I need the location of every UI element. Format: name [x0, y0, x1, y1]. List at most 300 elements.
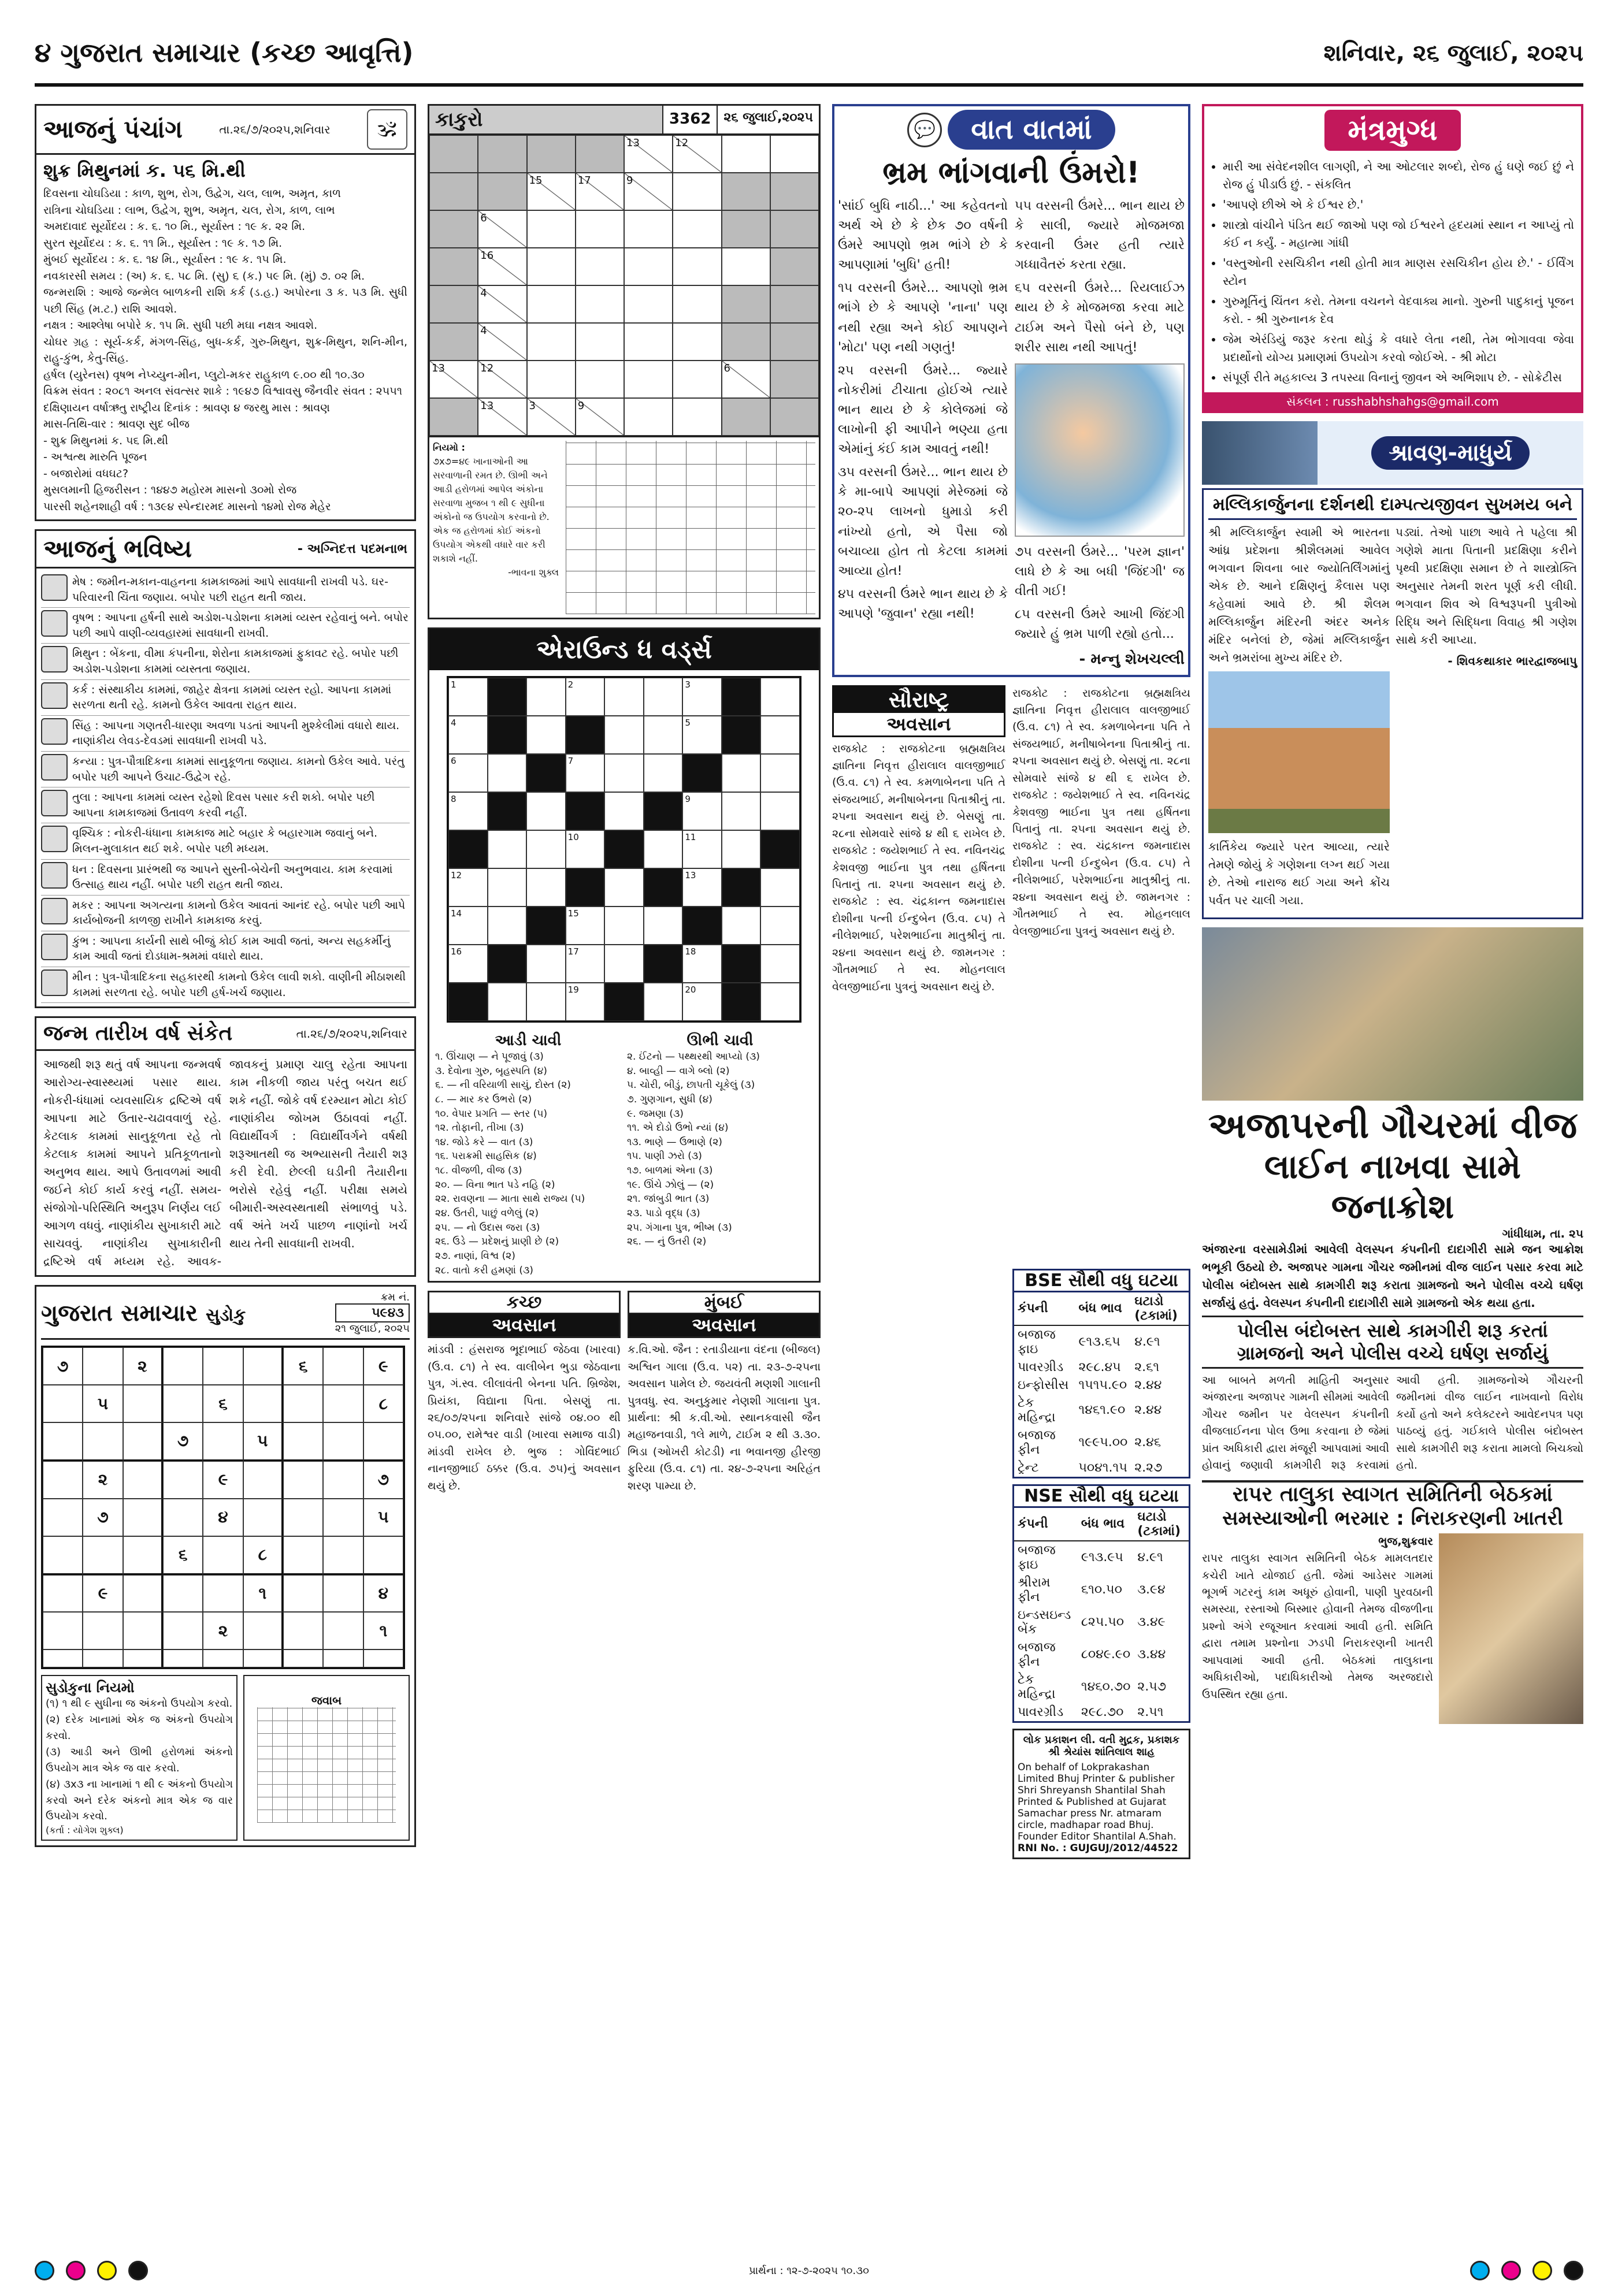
crossword-cell: 9	[682, 792, 722, 830]
panchang-line: દક્ષિણાયન વર્ષાઋતુ રાષ્ટ્રીય દિનાંક : શ્રાવણ ૪ જરથુ માસ : શ્રાવણ	[43, 401, 330, 414]
sudoku-cell: ૬	[283, 1347, 323, 1385]
bhavishya-author: - અગ્નિદત્ત પદમનાભ	[297, 541, 407, 556]
imprint-gu: લોક પ્રકાશન લી. વતી મુદ્રક, પ્રકાશક શ્રી શ્રેયાંસ શાંતિલાલ શાહ	[1023, 1733, 1180, 1758]
kakuro-cell	[527, 361, 576, 398]
nse-row	[1014, 1671, 1189, 1703]
across-clue: ૨૪. ઉતરી, પાછું વળેલું (૨)	[435, 1208, 539, 1220]
saurashtra-cont: રાજકોટ : રાજકોટના બ્રહ્મક્ષત્રિય જ્ઞાતિના નિવૃત્ત હીરાલાલ વાલજીભાઈ (ઉ.વ. ૮૧) તે સ્વ. કમળાબેનના પતિ તે સંજયભાઈ, મનીષાબેનના પિતાશ્રીનું તા. ૨૫ના અવસાન થયું છે. બેસણું તા. ૨૮ના સોમવારે સાંજે ૪ થી ૬ રાખેલ છે. રાજકોટ : જયેશભાઈ તે સ્વ. નવિનચંદ્ર કેશવજી ભાઈના પુત્ર તથા હર્ષિતના પિતાનું તા. ૨૫ના અવસાન થયું છે. રાજકોટ : સ્વ. ચંદ્રકાન્ત જમનાદાસ દોશીના પત્ની ઈન્દુબેન (ઉ.વ. ૮૫) તે નીલેશભાઈ, પરેશભાઈના માતુશ્રીનું તા. ૨૪ના અવસાન થયું છે. જામનગર : ગૌતમભાઈ તે સ્વ. મોહનલાલ વેલજીભાઈના પુત્રનું અવસાન થયું છે.	[1012, 686, 1190, 938]
panchang-line: પારસી શહેનશાહી વર્ષ : ૧૩૯૪ સ્પેન્દારમદ માસનો ૧૪મો રોજ મેહેર	[43, 500, 331, 513]
sudoku-cell	[123, 1649, 163, 1667]
crossword-cell: 15	[566, 906, 605, 945]
vaatvaat-title: વાત વાતમાં	[948, 110, 1115, 150]
sudoku-cell	[163, 1461, 203, 1499]
crossword-cell	[644, 678, 683, 716]
crossword-cell	[488, 983, 527, 1021]
vaat-para-8: ૮૫ વરસની ઉંમરે આખી જિંદગી જ્યારે હું ભ્રમ પાળી રહ્યો હતો...	[1015, 607, 1185, 642]
nse-title: NSE સૌથી વધુ ઘટયા	[1014, 1486, 1189, 1508]
sudoku-rule: (૧) ૧ થી ૯ સુધીના જ અંકનો ઉપયોગ કરવો.	[46, 1697, 233, 1710]
kakuro-cell: 13	[429, 361, 478, 398]
sudoku-cell	[43, 1536, 83, 1575]
sudoku-cell	[243, 1347, 283, 1385]
crossword-cell	[526, 983, 566, 1021]
sudoku-cell	[163, 1649, 203, 1667]
crossword-down-title: ઊભી ચાવી	[686, 1032, 754, 1049]
sudoku-cell	[83, 1612, 123, 1649]
page-header	[35, 23, 1583, 87]
crossword-cell	[604, 792, 644, 830]
crossword-cell	[682, 906, 722, 945]
crossword-cell	[604, 906, 644, 945]
sudoku-cell: ૮	[243, 1536, 283, 1575]
crossword-cell	[488, 754, 527, 792]
sudoku-cell	[163, 1575, 203, 1613]
crossword-cell: 18	[682, 945, 722, 983]
crossword-cell: 8	[448, 792, 488, 830]
bse-cell: ૨.૪૬	[1134, 1435, 1161, 1450]
shravan-text2: પડ્યાં. તેઓ પાછા આવે તે પહેલા શ્રી ગણેશે માતા પિતાની પ્રદક્ષિણા કરીને પૃથ્વી પ્રદક્ષિણા સમાન છે તે શાસ્ત્રોક્તિ અનુસાર તેમની શરત પૂર્ણ કરી લીધી. ભગવાન શિવ એ વિશ્વરૂપની પુત્રીઓ રિદ્ધિ અને સિદ્ધિના વિવાહ શ્રી ગણેશ સાથે કરી આપ્યા.	[1396, 525, 1577, 647]
mantra-item: • શાસ્ત્રો વાંચીને પંડિત થઈ જાઓ પણ જો ઈશ્વરને હૃદયમાં સ્થાન ન આપ્યું તો કંઈ ન કર્યું. - મહાત્મા ગાંધી	[1223, 216, 1574, 252]
kakuro-cell: 13	[624, 135, 673, 173]
birthday-text: આજથી શરૂ થતું વર્ષ આપના જન્મવર્ષ આરોગ્ય-સ્વાસ્થ્યમાં પસાર થાય. નોકરી-ધંધામાં વ્યવસાયિક દ્રષ્ટિએ વર્ષ આપના માટે ઉતાર-ચઢાવવાળું રહે. કેટલાક કામમાં સાનુકૂળતા રહે તો કેટલાક કામમાં આપને પ્રતિકૂળતાનો અનુભવ થાય. આપે ઉતાવળમાં આવી જઈને કોઈ કાર્ય કરવું નહીં. સમય-સંજોગો-પરિસ્થિતિ અનુરૂપ નિર્ણય લઈ આગળ વધવું. નાણાંકીય સુખાકારી માટે સાચવવું. નાણાંકીય સુખાકારીની દ્રષ્ટિએ વર્ષ મધ્યમ રહે. આવક-જાવકનું પ્રમાણ ચાલુ રહેતા આપના કામ નીકળી જાય પરંતુ બચત થઈ શકે નહીં. જોકે વર્ષ દરમ્યાન મોટા કોઈ નાણાંકીય જોખમ ઉઠાવવાં નહીં. વિદ્યાર્થીવર્ગ : વિદ્યાર્થીવર્ગને વર્ષથી શરૂઆતથી જ અભ્યાસની તૈયારી શરૂ કરી દેવી. છેલ્લી ઘડીની તૈયારીના ભરોસે રહેવું નહીં. પરીક્ષા સમયે બીમારી-અસ્વસ્થતાથી સંભાળવું પડે. વર્ષ અંતે ખર્ચ પાછળ નાણાંનો ખર્ચ થાય તેની સાવધાની રાખવી.	[43, 1057, 407, 1269]
kakuro-cell	[478, 173, 526, 210]
crossword-section	[428, 627, 821, 1283]
crossword-cell: 7	[566, 754, 605, 792]
sudoku-cell	[243, 1499, 283, 1536]
bse-cell: ૨.૪૪	[1134, 1377, 1162, 1392]
kakuro-cell	[624, 361, 673, 398]
sudoku-cell: ૭	[43, 1347, 83, 1385]
nse-cell: ઇન્ડસઇન્ડ બેંક	[1018, 1607, 1071, 1637]
horoscope-text: તુલા : આપના કામમાં વ્યસ્ત રહેશો દિવસ પસાર કરી શકો. બપોર પછી આપના કામકાજમાં ઉતાવળ કરવી નહીં.	[72, 791, 375, 819]
crossword-cell	[488, 945, 527, 983]
sudoku-cell	[243, 1385, 283, 1422]
nse-cell: ૨.૫૭	[1137, 1680, 1166, 1695]
sudoku-cell	[323, 1649, 363, 1667]
kakuro-cell	[673, 173, 721, 210]
shravan-text3: કાર્તિકેય જ્યારે પરત આવ્યા, ત્યારે તેમણે જોયું કે ગણેશના લગ્ન થઈ ગયા છે. તેઓ નારાજ થઈ ગયા અને ક્રોંચ પર્વત પર ચાલી ગયા.	[1208, 839, 1390, 907]
nse-cell: ૨૯૮.૭૦	[1081, 1704, 1124, 1719]
kakuro-cell	[770, 135, 819, 173]
crossword-cell	[644, 792, 683, 830]
vaat-para-5: ૫૫ વરસની ઉંમરે... ભાન થાય છે કે સાલી, જ્યારે મોજમજા કરવાની ઉંમર હતી ત્યારે ગધ્ધાવૈતરું કરતા રહ્યા.	[1015, 199, 1185, 273]
yellow-dot-icon	[97, 2261, 117, 2280]
horoscope-row	[41, 608, 410, 644]
shravan-article	[1202, 488, 1583, 919]
bhavishya-list	[36, 569, 414, 1006]
kakuro-grid	[429, 135, 819, 436]
nse-cell: બજાજ ફીન	[1018, 1640, 1056, 1669]
kakuro-cell	[770, 173, 819, 210]
crossword-cell	[644, 945, 683, 983]
bse-col-company: કંપની	[1014, 1292, 1075, 1325]
kutch-mumbai-row	[428, 1291, 821, 1495]
bse-cell: બજાજ ફાઇ	[1018, 1327, 1056, 1357]
sudoku-cell	[123, 1499, 163, 1536]
sudoku-cell: ૮	[363, 1385, 403, 1422]
across-clue: ૨૨. રાવણના — માતા સાથે રાજ્ય (૫)	[435, 1193, 585, 1205]
sudoku-cell	[83, 1347, 123, 1385]
panchang-line: રાત્રિના ચોઘડિયા : લાભ, ઉદ્વેગ, શુભ, અમૃત, ચલ, રોગ, કાળ, લાભ	[43, 203, 335, 217]
imprint-en1: On behalf of Lokprakashan Limited Bhuj Printer & publisher Shri Shreyansh Shantilal Shah Printed & Published at Gujarat Samachar press Nr. atmaram circle, madhapar road Bhuj.	[1018, 1761, 1175, 1831]
sudoku-cell	[243, 1461, 283, 1499]
bse-cell: ૧૪૬૧.૯૦	[1078, 1403, 1126, 1418]
kakuro-cell	[478, 135, 526, 173]
bse-row	[1014, 1459, 1189, 1477]
kakuro-rules: ૭x૭=૪૯ ખાનાઓની આ સરવાળાની રમત છે. ઊભી અને આડી હરોળમાં આપેલ અંકોના સરવાળા મુજબ ૧ થી ૯ સુધીના અંકોનો જ ઉપયોગ કરવાનો છે. એક જ હરોળમાં કોઈ અંકનો ઉપયોગ એકથી વધારે વાર કરી શકાશે નહીં.	[433, 456, 550, 564]
down-clue: ૧૭. બાળમાં એના (૩)	[627, 1165, 713, 1177]
kakuro-cell: 9	[576, 398, 624, 436]
rapar-headline1: રાપર તાલુકા સ્વાગત સમિતિની બેઠકમાં	[1232, 1482, 1553, 1506]
kakuro-cell: 12	[478, 361, 526, 398]
bse-cell: ટ્રેન્ટ	[1018, 1460, 1039, 1475]
kakuro-cell	[576, 248, 624, 285]
crossword-cell	[448, 983, 488, 1021]
imprint-rni: RNI No. : GUJGUJ/2012/44522	[1018, 1842, 1178, 1854]
zodiac-icon	[41, 574, 68, 601]
down-clue: ૧૯. ઊંચે ઝોલું — (૨)	[627, 1179, 714, 1191]
sudoku-rule: (૨) દરેક ખાનામાં એક જ અંકનો ઉપયોગ કરવો.	[46, 1714, 233, 1743]
birthday-section	[35, 1016, 416, 1277]
kakuro-cell	[770, 210, 819, 248]
sudoku-cell	[323, 1612, 363, 1649]
sudoku-rule: (૪) ૩x૩ ના ખાનામાં ૧ થી ૯ અંકનો ઉપયોગ કરવો અને દરેક અંકનો માત્ર એક જ વાર ઉપયોગ કરવો.	[46, 1778, 233, 1823]
birthday-date: તા.૨૬/૭/૨૦૨૫,શનિવાર	[296, 1027, 407, 1041]
kakuro-cell	[576, 285, 624, 323]
magenta-dot-icon	[66, 2261, 86, 2280]
sudoku-rules-title: સુડોકુના નિયમો	[46, 1680, 135, 1696]
sudoku-cell: ૧	[363, 1612, 403, 1649]
down-list	[627, 1050, 813, 1249]
vaat-para-6: ૬૫ વરસની ઉંમરે... રિયલાઈઝ થાય છે કે મોજમજા કરવા માટે ટાઈમ અને પૈસો બંને છે, પણ શરીર સાથ નથી આપતું!	[1015, 281, 1185, 355]
horoscope-row	[41, 572, 410, 608]
horoscope-row	[41, 967, 410, 1003]
horoscope-row	[41, 644, 410, 679]
crossword-cell: 16	[448, 945, 488, 983]
footer-text: પ્રાર્થના : ૧૨-૭-૨૦૨૫ ૧૦.૩૦	[749, 2264, 869, 2277]
bse-row	[1014, 1394, 1189, 1426]
bse-cell: ટેક મહિન્દ્રા	[1018, 1395, 1056, 1425]
down-clue: ૧૫. પાણી ઝરો (૩)	[627, 1150, 702, 1162]
crossword-cell	[644, 906, 683, 945]
bse-row	[1014, 1325, 1189, 1358]
kakuro-cell: 16	[478, 248, 526, 285]
imprint-en2: Founder Editor Shantilal A.Shah.	[1018, 1830, 1177, 1842]
crossword-cell	[722, 792, 761, 830]
ajapar-headline1: અજાપરની ગૌચરમાં વીજ	[1208, 1104, 1578, 1146]
sudoku-answer-grid	[257, 1707, 396, 1823]
sudoku-cell	[243, 1612, 283, 1649]
sudoku-cell	[283, 1649, 323, 1667]
horoscope-row	[41, 752, 410, 787]
zodiac-icon	[41, 969, 68, 996]
horoscope-row	[41, 860, 410, 896]
black-dot-icon	[128, 2261, 148, 2280]
zodiac-icon	[41, 646, 68, 673]
sudoku-cell	[283, 1461, 323, 1499]
sudoku-cell	[363, 1536, 403, 1575]
crossword-cell	[760, 678, 800, 716]
middle-column	[428, 104, 821, 2253]
kakuro-cell	[576, 210, 624, 248]
sudoku-cell	[43, 1499, 83, 1536]
nse-row	[1014, 1639, 1189, 1671]
shravan-text1: શ્રી મલ્લિકાર્જુન સ્વામી એ ભારતના આંધ્ર પ્રદેશના શ્રીશૈલમમાં આવેલ ભગવાન શિવના બાર જ્યોતિર્લિંગમાંનું એક છે. આને દક્ષિણનું કૈલાસ પણ કહેવામાં આવે છે. શ્રી શૈલમ મલ્લિકાર્જુન મંદિરની અંદર અનેક મંદિર બનેલાં છે, જેમાં મલ્લિકાર્જુન અને ભ્રમરાંબા મુખ્ય મંદિર છે.	[1208, 525, 1390, 664]
nse-cell: ૯૧૩.૯૫	[1081, 1550, 1123, 1565]
kutch-title: કચ્છ	[429, 1292, 619, 1314]
temple-photo	[1208, 671, 1390, 833]
right-column	[1202, 104, 1583, 2253]
crossword-title: એરાઉન્ડ ધ વર્ડ્સ	[429, 629, 819, 670]
crossword-cell	[526, 678, 566, 716]
bse-cell: ૧૯૯૫.૦૦	[1078, 1435, 1128, 1450]
bse-cell: પાવરગ્રીડ	[1018, 1359, 1064, 1374]
zodiac-icon	[41, 790, 68, 816]
kutch-subtitle: અવસાન	[429, 1314, 619, 1336]
sudoku-cell: ૫	[83, 1385, 123, 1422]
crossword-cell	[760, 983, 800, 1021]
sudoku-cell	[163, 1347, 203, 1385]
crossword-cell	[760, 868, 800, 906]
nse-cell: ૬૧૦.૫૦	[1081, 1582, 1122, 1597]
crossword-cell	[722, 868, 761, 906]
black-dot-icon	[1564, 2261, 1583, 2280]
sudoku-credit: (કર્તા : યોગેશ શુક્લ)	[46, 1825, 124, 1836]
zodiac-icon	[41, 862, 68, 889]
mantra-item: • જેમ એરંડિયું જરૂર કરતા થોડું કે વધારે લેતા નથી, તેમ ભોગાવવા જેવા પ્રદાર્થોનો યોગ્ય પ્રમાણમાં ઉપયોગ કરવો જોઈએ. - શ્રી મોટા	[1223, 330, 1574, 366]
across-clue: ૨૬. ઉડે — પ્રદેશનું પ્રાણી છે (૨)	[435, 1236, 559, 1248]
saurashtra-section	[832, 685, 1005, 1859]
page-label: ૪ ગુજરાત સમાચાર (કચ્છ આવૃત્તિ)	[35, 37, 414, 68]
panchang-line: નક્ષત્ર : આશ્લેષા બપોરે ક. ૧૫ મિ. સુધી પછી મઘા નક્ષત્ર આવશે.	[43, 319, 318, 332]
crossword-cell: 20	[682, 983, 722, 1021]
kakuro-cell	[722, 323, 770, 361]
sudoku-cell	[283, 1385, 323, 1422]
panchang-line: વિક્રમ સંવત : ૨૦૮૧ અનલ સંવત્સર શાકે : ૧૯૪૭ વિશ્વાવસુ જૈનવીર સંવત : ૨૫૫૧	[43, 385, 403, 397]
sudoku-number: ૫૯૪૩	[335, 1303, 410, 1322]
vaatvaat-left	[838, 196, 1008, 671]
kakuro-cell	[673, 361, 721, 398]
kakuro-cell	[770, 398, 819, 436]
crossword-cell	[488, 906, 527, 945]
crossword-cell	[644, 830, 683, 868]
bse-row	[1014, 1376, 1189, 1394]
crossword-cell	[604, 754, 644, 792]
zodiac-icon	[41, 826, 68, 852]
panchang-line: મુસલમાની હિજરીસન : ૧૪૪૭ મહોરમ માસનો ૩૦મો રોજ	[43, 484, 297, 496]
vaat-para-7: ૭૫ વરસની ઉંમરે... 'પરમ જ્ઞાન' લાધે છે કે આ બધી 'જિંદગી' જ વીતી ગઈ!	[1015, 544, 1185, 599]
bse-row	[1014, 1426, 1189, 1459]
crossword-cell	[526, 868, 566, 906]
mumbai-title: મુંબઈ	[629, 1292, 819, 1314]
sudoku-cell	[283, 1422, 323, 1461]
vaatvaat-right	[1015, 196, 1185, 671]
kakuro-cell: 4	[478, 285, 526, 323]
vaatvaat-byline: - મન્નુ શેખચલ્લી	[1079, 651, 1185, 668]
kakuro-cell	[527, 210, 576, 248]
crossword-cell	[604, 868, 644, 906]
sudoku-cell: ૯	[203, 1461, 243, 1499]
reg-marks-right	[1470, 2261, 1583, 2280]
kakuro-cell: 15	[527, 173, 576, 210]
crossword-cell	[526, 906, 566, 945]
bse-cell: ૨.૪૪	[1134, 1403, 1162, 1418]
mantra-item: • ગુરુમૂર્તિનું ચિંતન કરો. તેમના વચનને વેદવાક્ય માનો. ગુરુની પાદુકાનું પૂજન કરો. - શ્રી ગુરુનાનક દેવ	[1223, 292, 1574, 328]
sudoku-cell	[43, 1422, 83, 1461]
kakuro-number: 3362	[662, 106, 717, 133]
panchang-lines	[43, 185, 407, 515]
sudoku-cell	[43, 1461, 83, 1499]
kakuro-answer-grid	[566, 441, 815, 614]
bse-cell: ૯૧૩.૬૫	[1078, 1335, 1120, 1350]
kakuro-cell	[429, 248, 478, 285]
kakuro-cell	[576, 135, 624, 173]
kakuro-rules-title: નિયમો :	[433, 442, 465, 453]
panchang-line: માસ-તિથિ-વાર : શ્રાવણ સુદ બીજ	[43, 418, 190, 430]
sudoku-cell	[83, 1536, 123, 1575]
sudoku-cell	[243, 1649, 283, 1667]
nse-cell: ૨.૫૧	[1137, 1704, 1164, 1719]
crossword-cell: 5	[682, 716, 722, 754]
nse-col-close: બંધ ભાવ	[1078, 1508, 1134, 1541]
saurashtra-text: રાજકોટ : રાજકોટના બ્રહ્મક્ષત્રિય જ્ઞાતિના નિવૃત્ત હીરાલાલ વાલજીભાઈ (ઉ.વ. ૮૧) તે સ્વ. કમળાબેનના પતિ તે સંજયભાઈ, મનીષાબેનના પિતાશ્રીનું તા. ૨૫ના અવસાન થયું છે. બેસણું તા. ૨૮ના સોમવારે સાંજે ૪ થી ૬ રાખેલ છે. રાજકોટ : જયેશભાઈ તે સ્વ. નવિનચંદ્ર કેશવજી ભાઈના પુત્ર તથા હર્ષિતના પિતાનું તા. ૨૫ના અવસાન થયું છે. રાજકોટ : સ્વ. ચંદ્રકાન્ત જમનાદાસ દોશીના પત્ની ઈન્દુબેન (ઉ.વ. ૮૫) તે નીલેશભાઈ, પરેશભાઈના માતુશ્રીનું તા. ૨૪ના અવસાન થયું છે. જામનગર : ગૌતમભાઈ તે સ્વ. મોહનલાલ વેલજીભાઈના પુત્રનું અવસાન થયું છે.	[832, 742, 1005, 993]
panchang-line: દિવસના ચોઘડિયા : કાળ, શુભ, રોગ, ઉદ્વેગ, ચલ, લાભ, અમૃત, કાળ	[43, 187, 341, 200]
mantra-item: • 'આપણે છીએ એ કે ઈશ્વર છે.'	[1223, 196, 1574, 214]
sudoku-cell	[43, 1649, 83, 1667]
rapar-headline2: સમસ્યાઓની ભરમાર : નિરાકરણની ખાતરી	[1222, 1506, 1563, 1530]
panchang-line: હર્ષલ (યુરેનસ) વૃષભ નેપ્ચ્યુન-મીન, પ્લુટો-મકર રાહુકાળ ૯.૦૦ થી ૧૦.૩૦	[43, 368, 365, 381]
kakuro-cell: 17	[576, 173, 624, 210]
horoscope-text: મીન : પુત્ર-પૌત્રાદિકના સહકારથી કામનો ઉકેલ લાવી શકો. વાણીની મીઠાશથી કામમાં સરળતા રહે. બપોર પછી હર્ષ-ખર્ચ જણાય.	[72, 971, 406, 999]
kakuro-cell	[770, 323, 819, 361]
crossword-cell	[604, 716, 644, 754]
kakuro-cell	[429, 285, 478, 323]
footer-bar	[35, 2259, 1583, 2282]
crossword-cell: 4	[448, 716, 488, 754]
nse-row	[1014, 1574, 1189, 1606]
sudoku-rule: (૩) આડી અને ઊભી હરોળમાં અંકનો ઉપયોગ માત્ર એક જ વાર કરવો.	[46, 1745, 233, 1774]
sudoku-cell	[43, 1385, 83, 1422]
down-clue: ૧૩. ભાણે — ઉભાણે (૨)	[627, 1136, 722, 1148]
cartoon-illustration	[1015, 363, 1185, 537]
sudoku-brand: ગુજરાત સમાચાર	[41, 1299, 198, 1327]
shravan-title: શ્રાવણ-માધુર્ય	[1371, 436, 1530, 470]
crossword-cell: 6	[448, 754, 488, 792]
sudoku-cell	[123, 1612, 163, 1649]
kakuro-cell	[722, 210, 770, 248]
sudoku-cell: ૧	[243, 1575, 283, 1613]
crossword-cell: 10	[566, 830, 605, 868]
mantra-item: • 'વસ્તુઓની રસચિકીન નથી હોતી માત્ર માણસ રસચિકીન હોય છે.' - ઈર્વિંગ સ્ટોન	[1223, 254, 1574, 290]
mantra-section	[1202, 104, 1583, 413]
sudoku-rules	[46, 1696, 233, 1825]
crossword-cell	[566, 716, 605, 754]
kakuro-cell	[673, 398, 721, 436]
vaat-para-4: ૪૫ વરસની ઉંમરે ભાન થાય છે કે આપણે 'જુવાન' રહ્યા નથી!	[838, 586, 1008, 621]
ajapar-headline2: લાઈન નાખવા સામે જનાક્રોશ	[1264, 1147, 1521, 1226]
nse-col-company: કંપની	[1014, 1508, 1078, 1541]
horoscope-text: મેષ : જમીન-મકાન-વાહનના કામકાજમાં આપે સાવધાની રાખવી પડે. ઘર-પરિવારની ચિંતા જણાય. બપોર પછી રાહત થતી જાય.	[72, 575, 388, 604]
shravan-banner	[1202, 421, 1583, 485]
sudoku-cell	[123, 1461, 163, 1499]
horoscope-text: વૃષભ : આપના હર્ષની સાથે અડોશ-પડોશના કામમાં વ્યસ્ત રહેવાનું બને. બપોર પછી આપે વાણી-વ્યવહારમાં સાવધાની રાખવી.	[72, 611, 409, 640]
kakuro-cell	[770, 248, 819, 285]
across-clue: ૧૦. વેપાર પ્રગતિ — સ્તર (૫)	[435, 1108, 548, 1120]
sudoku-cell: ૨	[203, 1612, 243, 1649]
crossword-cell	[526, 754, 566, 792]
sudoku-title: સુડોકુ	[205, 1305, 246, 1325]
crossword-cell: 2	[566, 678, 605, 716]
across-clue: ૧૮. વીજળી, વીજ (૩)	[435, 1165, 522, 1177]
vaat-para-3: ૩૫ વરસની ઉંમરે... ભાન થાય છે કે મા-બાપે આપણાં મેરેજમાં જે ૨૦-૨૫ લાખનો ધુમાડો કરી નાંખ્યો હતો, એ પૈસા જો બચાવ્યા હોત તો કેટલા કામમાં આવ્યા હોત!	[838, 465, 1008, 578]
panchang-sub: શુક્ર મિથુનમાં ક. ૫૬ મિ.થી	[43, 159, 246, 181]
horoscope-row	[41, 896, 410, 931]
sudoku-cell	[323, 1385, 363, 1422]
sudoku-cell: ૪	[203, 1499, 243, 1536]
kakuro-cell	[429, 173, 478, 210]
crossword-cell	[682, 754, 722, 792]
kakuro-cell	[722, 285, 770, 323]
horoscope-text: સિંહ : આપના ગણતરી-ધારણા અવળા પડતાં આપની મુશ્કેલીમાં વધારો થાય. નાણાંકીય લેવડ-દેવડમાં સાવધાની રાખવી પડે.	[72, 719, 400, 748]
bse-col-close: બંધ ભાવ	[1075, 1292, 1131, 1325]
nse-cell: ૩.૯૪	[1137, 1582, 1166, 1597]
cyan-dot-icon	[35, 2261, 54, 2280]
down-clue: ૪. બાવ્હી — વાગે બ્લો (૨)	[627, 1065, 730, 1077]
vaat-para-0: 'સાંઈ બુધિ નાઠી...' આ કહેવતનો અર્થ એ છે કે છેક ૭૦ વર્ષની ઉંમરે આપણો ભ્રમ ભાંગે છે કે આપણામાં 'બુધિ' હતી!	[838, 199, 1008, 273]
crossword-cell: 11	[682, 830, 722, 868]
kakuro-cell	[527, 135, 576, 173]
crossword-cell	[722, 983, 761, 1021]
panchang-line: મુંબઈ સૂર્યોદય : ક. ૬. ૧૪ મિ., સૂર્યાસ્ત : ૧૯ ક. ૧૫ મિ.	[43, 253, 287, 266]
sudoku-cell	[43, 1575, 83, 1613]
sudoku-cell: ૫	[243, 1422, 283, 1461]
bse-cell: ૨.૨૭	[1134, 1460, 1163, 1475]
horoscope-text: મકર : આપના અગત્યના કામનો ઉકેલ આવતાં આનંદ રહે. બપોર પછી આપે કાર્યબોજની કાળજી રાખીને કામકાજ કરવું.	[72, 898, 406, 927]
nse-cell: બજાજ ફાઇ	[1018, 1543, 1056, 1572]
kakuro-cell: 13	[478, 398, 526, 436]
crossword-cell	[488, 678, 527, 716]
crossword-cell	[488, 792, 527, 830]
nse-table	[1014, 1508, 1189, 1721]
kakuro-cell	[722, 398, 770, 436]
across-clue: ૧૪. જોડે કરે — વાત (૩)	[435, 1136, 533, 1148]
vaat-para-2: ૨૫ વરસની ઉંમરે... જ્યારે નોકરીમાં ટીચાતા હોઈએ ત્યારે ભાન થાય છે કે કોલેજમાં જે લાખોની ફી આપીને ભણ્યા હતા એમાંનું કંઈ કામ આવતું નથી!	[838, 363, 1008, 457]
kakuro-cell	[527, 285, 576, 323]
sudoku-cell	[323, 1499, 363, 1536]
across-clue: ૨૦. — વિના ભાત પડે નહિ (૨)	[435, 1179, 555, 1191]
nse-cell: ૮૦૪૯.૯૦	[1081, 1647, 1131, 1662]
shravan-credit: - શિવકથાકાર ભારદ્વાજબાપુ	[1448, 654, 1577, 668]
kakuro-cell	[673, 210, 721, 248]
kakuro-cell	[673, 323, 721, 361]
nse-cell: પાવરગ્રીડ	[1018, 1704, 1064, 1719]
ganesh-icon: 🕉	[367, 109, 407, 150]
across-list	[435, 1050, 621, 1277]
vaatvaat-section	[832, 104, 1190, 677]
left-column	[35, 104, 416, 2253]
kakuro-cell	[722, 135, 770, 173]
sudoku-cell	[43, 1612, 83, 1649]
kakuro-cell	[770, 361, 819, 398]
sudoku-cell	[203, 1422, 243, 1461]
across-clue: ૨૮. વાતો કરી હમણાં (૩)	[435, 1264, 533, 1276]
kakuro-cell: 4	[478, 323, 526, 361]
mumbai-text: ક.વિ.ઓ. જૈન : રતાડીયાના વંદના (બીજલ) અશ્વિન ગાલા (ઉ.વ. ૫૨) તા. ૨૩-૭-૨૫ના અવસાન પામેલ છે. જયવંતી મણશી ગાલાની પુત્રવધુ. સ્વ. અનુકુમાર નેણશી ગાલાના પુત્ર. પ્રાર્થના: શ્રી ક.વી.ઓ. સ્થાનકવાસી જૈન મહાજનવાડી, ૧લે માળે, ટાઈમ ૨ થી ૩.૩૦. ભિડા (ઓખરી કોટડી) ના ભવાનજી હીરજી ફુરિયા (ઉ.વ. ૮૧) તા. ૨૪-૭-૨૫ના અરિહંત શરણ પામ્યા છે.	[628, 1343, 821, 1492]
crossword-cell	[722, 945, 761, 983]
shiva-image	[1202, 421, 1318, 485]
down-clue: ૨૫. ગંગાના પુત્ર, ભીષ્મ (૩)	[627, 1221, 732, 1234]
mantra-title: મંત્રમુગ્ધ	[1324, 110, 1460, 151]
sudoku-cell	[283, 1575, 323, 1613]
